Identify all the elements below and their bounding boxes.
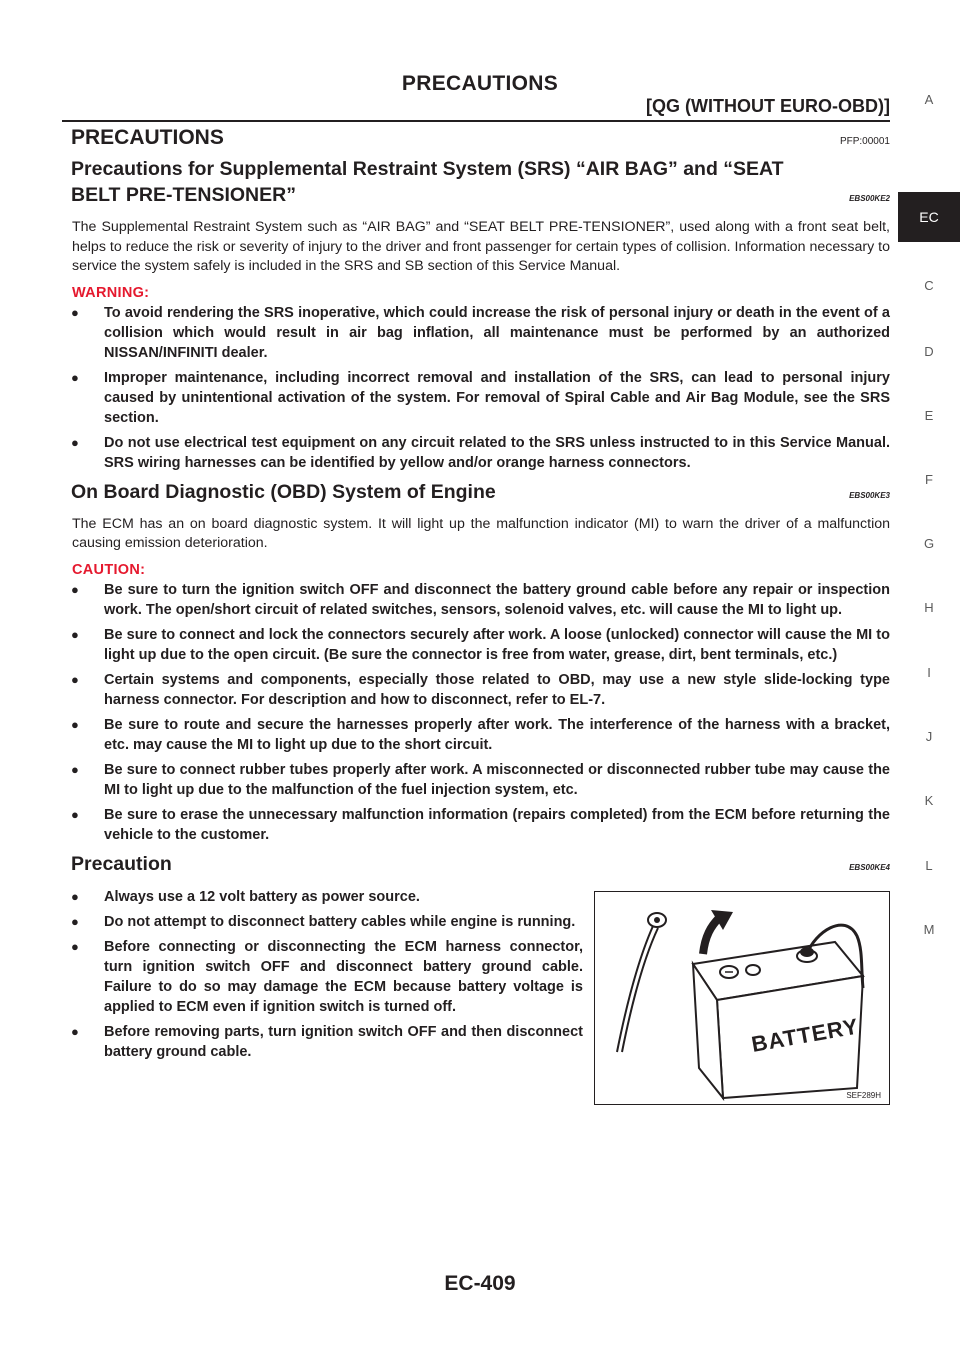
figure-code: SEF289H [846,1090,881,1100]
section-index-item[interactable]: H [924,600,934,615]
precaution-body [71,885,890,1105]
section-index-item[interactable]: K [924,793,934,808]
precaution-list [71,887,583,1105]
precaution-title-row [71,851,890,881]
main-title-code: PFP:00001 [839,136,890,147]
srs-title [71,156,890,212]
list-item: ● Before removing parts, turn ignition switch OFF and then disconnect battery ground cable. [71,1023,583,1060]
obd-paragraph: The ECM has an on board diagnostic system. It will light up the malfunction indicator (MI) to warn the driver of a malfunction causing emission deterioration. [72,515,890,551]
section-index-active-item[interactable]: EC [898,192,960,242]
main-title: PRECAUTIONS [71,126,224,149]
obd-title: On Board Diagnostic (OBD) System of Engine [71,480,496,503]
main-title-row [71,126,890,150]
content [71,124,890,1105]
page-header-subtitle: [QG (WITHOUT EURO-OBD)] [646,96,890,116]
list-item: ● Always use a 12 volt battery as power source. [71,888,420,905]
bullet-icon: ● [71,938,79,954]
section-index-item[interactable]: A [924,92,934,107]
section-index-item[interactable]: J [925,729,933,744]
list-item: ● Do not use electrical test equipment on any circuit related to the SRS unless instructed to in this Service Manual. SRS wiring harnesses can be identified by yellow and/or orange harness connectors. [71,434,890,471]
section-index-item[interactable]: C [924,278,934,293]
section-index-item[interactable]: L [925,858,933,873]
list-item: ● Improper maintenance, including incorrect removal and installation of the SRS, can lead to personal injury caused by unintentional activation of the system. For removal of Spiral Cable and Air Bag Module, see the SRS section. [71,369,890,426]
section-index-item[interactable]: D [924,344,934,359]
header-rule [62,120,890,122]
page-header-title: PRECAUTIONS [401,72,559,95]
srs-title-line1: Precautions for Supplemental Restraint System (SRS) “AIR BAG” and “SEAT [71,158,784,180]
section-index-item[interactable]: M [923,922,935,937]
list-item: ● Be sure to route and secure the harnesses properly after work. The interference of the harness with a bracket, etc. may cause the MI to light up due to the short circuit. [71,716,890,753]
bullet-icon: ● [71,1023,79,1039]
list-item: ● Before connecting or disconnecting the ECM harness connector, turn ignition switch OFF and disconnect battery ground cable. Failure to do so may damage the ECM because battery voltage is applied to ECM even if ignition switch is turned off. [71,938,583,1015]
bullet-icon: ● [71,434,79,450]
list-item: ● Be sure to connect and lock the connectors securely after work. A loose (unlocked) connector will cause the MI to light up due to the open circuit. (Be sure the connector is free from water, grease, dirt, bent terminals, etc.) [71,626,890,663]
section-index-item[interactable]: I [927,665,931,680]
obd-title-row [71,479,890,509]
srs-title-line2: BELT PRE-TENSIONER” [71,184,296,206]
page-number: EC-409 [444,1272,516,1295]
battery-label: BATTERY [749,1012,861,1057]
list-item: ● Be sure to connect rubber tubes properly after work. A misconnected or disconnected rubber tube may cause the MI to light up due to the malfunction of the fuel injection system, etc. [71,761,890,798]
warning-label: WARNING: [72,284,150,301]
bullet-icon: ● [71,761,79,777]
bullet-icon: ● [71,369,79,385]
bullet-icon: ● [71,806,79,822]
battery-figure [594,891,890,1105]
list-item: ● Do not attempt to disconnect battery cables while engine is running. [71,913,576,930]
bullet-icon: ● [71,581,79,597]
bullet-icon: ● [71,671,79,687]
bullet-icon: ● [71,913,79,929]
precaution-title: Precaution [71,852,172,875]
bullet-icon: ● [71,716,79,732]
list-item: ● Certain systems and components, especially those related to OBD, may use a new style slide-locking type harness connector. For description and how to disconnect, refer to EL-7. [71,671,890,708]
precaution-code: EBS00KE4 [849,862,890,872]
srs-paragraph: The Supplemental Restraint System such as “AIR BAG” and “SEAT BELT PRE-TENSIONER”, used along with a front seat belt, helps to reduce the risk or severity of injury to the driver and front passenger for certain types of collision. Information necessary to service the system safely is included in the SRS and SB section of this Service Manual. [72,219,890,274]
section-index-item[interactable]: E [924,408,934,423]
list-item: ● Be sure to erase the unnecessary malfunction information (repairs completed) from the ECM before returning the vehicle to the customer. [71,806,890,843]
bullet-icon: ● [71,888,79,904]
bullet-icon: ● [71,304,79,320]
list-item: ● Be sure to turn the ignition switch OFF and disconnect the battery ground cable before any repair or inspection work. The open/short circuit of related switches, sensors, solenoid valves, etc. will cause the MI to light up. [71,581,890,618]
bullet-icon: ● [71,626,79,642]
list-item: ● To avoid rendering the SRS inoperative, which could increase the risk of personal injury or death in the event of a collision which would result in air bag inflation, all maintenance must be performed by an authorized NISSAN/INFINITI dealer. [71,304,890,361]
obd-caution-list [71,580,890,845]
srs-code: EBS00KE2 [849,194,890,203]
section-index-item[interactable]: F [925,472,933,487]
srs-warning-list [71,303,890,473]
caution-label: CAUTION: [72,561,146,578]
section-index-item[interactable]: G [923,536,935,551]
battery-illustration [595,892,889,1104]
obd-code: EBS00KE3 [849,490,890,500]
